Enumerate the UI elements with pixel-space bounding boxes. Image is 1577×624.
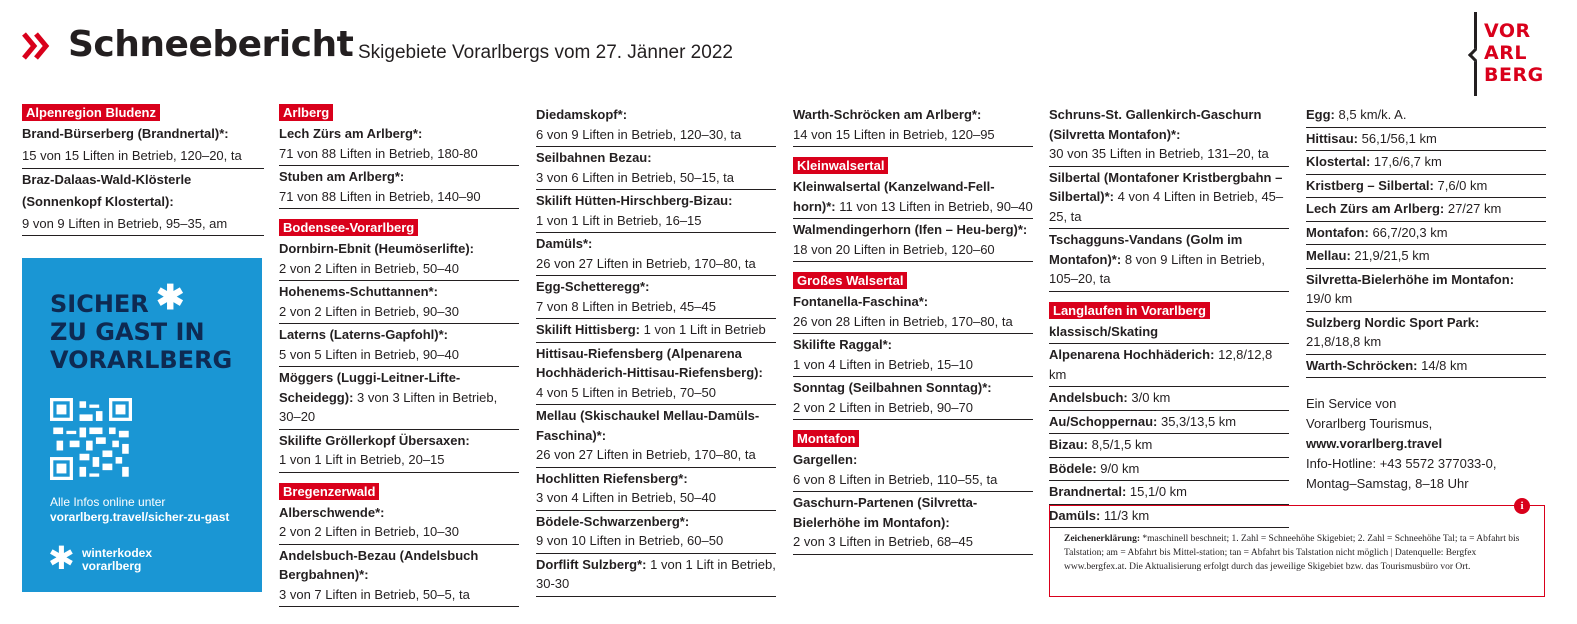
info-icon: i [1514, 498, 1530, 514]
trail-detail: 66,7/20,3 km [1372, 224, 1448, 240]
trail-detail: 3/0 km [1131, 390, 1171, 405]
resort-detail: 26 von 27 Liften in Betrieb, 170–80, ta [536, 447, 756, 462]
resort-name: Mellau (Skischaukel Mellau-Damüls-Faschina)*: [536, 408, 760, 443]
resort-detail: 1 von 1 Lift in Betrieb, 16–15 [536, 212, 702, 228]
resort-entry [536, 468, 776, 511]
trail-name: Alpenarena Hochhäderich: [1049, 347, 1215, 362]
trail-name: Brandnertal: [1049, 484, 1127, 499]
resort-entry [536, 511, 776, 554]
trail-detail: 35,3/13,5 km [1160, 413, 1237, 429]
trail-entry [1049, 481, 1289, 505]
section-grosses-walsertal [793, 272, 1033, 420]
resort-detail: 1 von 1 Lift in Betrieb, 30-30 [536, 556, 776, 591]
section-tag: Arlberg [279, 104, 333, 121]
resort-detail: 9 von 9 Liften in Betrieb, 95–35, am [22, 215, 228, 231]
promo-box-sicher-zu-gast [22, 258, 262, 592]
resort-detail: 15 von 15 Liften in Betrieb, 120–20, ta [22, 148, 242, 163]
resort-name: Dorflift Sulzberg*: [536, 556, 647, 572]
resort-detail: 2 von 2 Liften in Betrieb, 50–40 [279, 260, 459, 276]
trail-name: Andelsbuch: [1049, 390, 1128, 405]
resort-entry [793, 291, 1033, 334]
resort-detail: 3 von 6 Liften in Betrieb, 50–15, ta [536, 169, 735, 185]
resort-detail: 2 von 2 Liften in Betrieb, 90–30 [279, 303, 459, 319]
trail-detail: 14/8 km [1421, 357, 1468, 373]
logo-text [1484, 20, 1544, 86]
resort-detail: 3 von 3 Liften in Betrieb, 30–20 [279, 389, 498, 424]
resort-detail: 7 von 8 Liften in Betrieb, 45–45 [536, 298, 716, 314]
resort-entry [22, 213, 264, 237]
trail-name: Mellau: [1306, 248, 1351, 263]
resort-name: Fontanella-Faschina*: [793, 294, 929, 309]
trail-detail: 8,5/1,5 km [1091, 437, 1153, 452]
trail-name: Damüls: [1049, 507, 1101, 523]
resort-detail: 2 von 2 Liften in Betrieb, 90–70 [793, 399, 973, 415]
resort-name: Gargellen: [793, 452, 858, 467]
section-langlaufen [1049, 302, 1289, 529]
resort-name: Diedamskopf*: [536, 107, 628, 122]
resort-detail: 3 von 7 Liften in Betrieb, 50–5, ta [279, 586, 470, 602]
resort-name: Andelsbuch-Bezau (Andelsbuch Bergbahnen)*: [279, 547, 479, 582]
resort-entry [793, 492, 1033, 555]
resort-name: Hochlitten Riefensberg*: [536, 470, 688, 486]
trail-entry [1306, 104, 1546, 128]
trail-entry [1306, 312, 1546, 355]
service-hotline: Info-Hotline: +43 5572 377033-0, [1306, 456, 1497, 471]
trail-name: Sulzberg Nordic Sport Park: [1306, 314, 1480, 330]
resort-name: Skilift Hittisberg: [536, 322, 641, 337]
resort-name: Stuben am Arlberg*: [279, 169, 405, 184]
resort-name: Seilbahnen Bezau: [536, 150, 652, 165]
resort-entry [1049, 104, 1289, 167]
section-kleinwalsertal [793, 157, 1033, 262]
resort-detail: 3 von 4 Liften in Betrieb, 50–40 [536, 490, 716, 505]
resort-entry [536, 104, 776, 147]
trail-detail: 12,8/12,8 km [1049, 347, 1273, 382]
trail-entry [1049, 411, 1289, 435]
resort-detail: 2 von 2 Liften in Betrieb, 10–30 [279, 524, 459, 539]
trail-name: Au/Schoppernau: [1049, 413, 1158, 429]
resort-entry [22, 145, 264, 169]
logo-line-1: VOR [1484, 20, 1531, 42]
resort-detail: 1 von 1 Lift in Betrieb [643, 322, 766, 337]
section-tag: Großes Walsertal [793, 272, 907, 289]
trail-detail: 11/3 km [1103, 507, 1150, 523]
trail-name: Lech Zürs am Arlberg: [1306, 201, 1445, 216]
trail-entry [1049, 458, 1289, 482]
trail-entry [1049, 344, 1289, 387]
resort-entry [536, 343, 776, 406]
vorarlberg-logo [1470, 10, 1552, 98]
service-website-link[interactable]: www.vorarlberg.travel [1306, 436, 1443, 451]
logo-line-2: ARL [1484, 42, 1527, 64]
column-6 [1306, 104, 1546, 378]
winterkodex-text [82, 547, 152, 573]
column-1 [22, 104, 264, 246]
resort-name: Alberschwende*: [279, 504, 385, 520]
resort-detail: 14 von 15 Liften in Betrieb, 120–95 [793, 126, 995, 142]
resort-name: Sonntag (Seilbahnen Sonntag)*: [793, 380, 992, 395]
resort-name: Möggers (Luggi-Leitner-Lifte-Scheidegg): [279, 370, 461, 405]
resort-name: Hohenems-Schuttannen*: [279, 284, 438, 299]
resort-name: Hittisau-Riefensberg (Alpenarena Hochhäderich-Hittisau-Riefensberg): [536, 345, 763, 380]
legend-text: *maschinell beschneit; 1. Zahl = Schneehöhe Skigebiet; 2. Zahl = Schneehöhe Tal; ta = Abfahrt bis Talstation; am = Abfahrt bis Mittel-station; tan = Abfahrt bis Talstation nicht möglich | Datenquelle: Bergfex www.bergfex.at. Die Aktualisierung erfolgt durch das jeweilige Skigebiet bzw. das Tourismusbüro vor Ort. [1064, 534, 1520, 572]
section-alpenregion-bludenz [22, 104, 264, 236]
resort-entry [536, 276, 776, 319]
service-line: Ein Service von [1306, 396, 1397, 411]
legend-box [1049, 500, 1545, 597]
resort-entry [279, 367, 519, 430]
qr-code-icon[interactable] [50, 398, 132, 480]
trail-name: Bizau: [1049, 437, 1088, 452]
resort-entry [279, 545, 519, 608]
trail-name: Warth-Schröcken: [1306, 357, 1418, 373]
resort-name: Walmendingerhorn (Ifen – Heu-berg)*: [793, 222, 1028, 237]
resort-detail: 5 von 5 Liften in Betrieb, 90–40 [279, 346, 459, 362]
trail-detail: 8,5 km/k. A. [1338, 107, 1407, 122]
resort-detail: 26 von 27 Liften in Betrieb, 170–80, ta [536, 255, 756, 271]
section-montafon [793, 430, 1033, 555]
resort-name: Skilifte Gröllerkopf Übersaxen: [279, 432, 470, 448]
resort-name: Gaschurn-Partenen (Silvretta-Bielerhöhe im Montafon): [793, 495, 978, 530]
double-chevron-right-icon [22, 32, 50, 60]
trail-name: Hittisau: [1306, 130, 1358, 146]
trail-name: Bödele: [1049, 460, 1097, 476]
trail-detail: 15,1/0 km [1129, 484, 1188, 499]
resort-name: Schruns-St. Gallenkirch-Gaschurn (Silvretta Montafon)*: [1049, 107, 1262, 142]
section-tag: Alpenregion Bludenz [22, 104, 160, 121]
trail-entry [1306, 151, 1546, 175]
trail-entry [1306, 175, 1546, 199]
trail-entry [1306, 222, 1546, 246]
trail-entry [1306, 355, 1546, 379]
trail-entry [1306, 128, 1546, 152]
resort-detail: 6 von 8 Liften in Betrieb, 110–55, ta [793, 471, 998, 487]
resort-detail: 26 von 28 Liften in Betrieb, 170–80, ta [793, 313, 1013, 329]
resort-name: Warth-Schröcken am Arlberg*: [793, 107, 982, 122]
column-4 [793, 104, 1033, 565]
promo-heading-line-3: VORARLBERG [50, 346, 233, 374]
trail-name: Kristberg – Silbertal: [1306, 177, 1434, 193]
resort-name: Skilifte Raggal*: [793, 337, 892, 352]
resort-entry [536, 405, 776, 468]
section-warth [793, 104, 1033, 147]
promo-heading-line-1: SICHER [50, 290, 149, 318]
trail-name: Egg: [1306, 107, 1335, 122]
subheading-text: klassisch/Skating [1049, 323, 1159, 339]
resort-name: Silbertal (Montafoner Kristbergbahn – Silbertal)*: [1049, 169, 1283, 204]
snowflake-star-icon: ✱ [156, 279, 185, 317]
resort-detail: 71 von 88 Liften in Betrieb, 180-80 [279, 145, 478, 161]
section-tag: Bregenzerwald [279, 483, 379, 500]
winterkodex-line-2: vorarlberg [82, 559, 142, 573]
resort-entry [793, 449, 1033, 492]
trail-detail: 17,6/6,7 km [1373, 154, 1442, 169]
resort-name: Lech Zürs am Arlberg*: [279, 126, 423, 141]
service-info [1306, 394, 1496, 494]
trail-entry [1049, 434, 1289, 458]
resort-detail: 71 von 88 Liften in Betrieb, 140–90 [279, 188, 481, 204]
trail-detail: 56,1/56,1 km [1361, 130, 1437, 146]
resort-name: Egg-Schetteregg*: [536, 279, 650, 294]
resort-detail: 9 von 10 Liften in Betrieb, 60–50 [536, 533, 724, 548]
trail-detail: 27/27 km [1447, 201, 1502, 216]
resort-detail: 2 von 3 Liften in Betrieb, 68–45 [793, 534, 973, 549]
trail-name: Montafon: [1306, 224, 1369, 240]
resort-entry [279, 166, 519, 209]
resort-entry [1049, 167, 1289, 230]
resort-entry [793, 334, 1033, 377]
section-arlberg [279, 104, 519, 209]
resort-entry [793, 377, 1033, 420]
trail-entry [1306, 269, 1546, 312]
resort-entry [536, 190, 776, 233]
trail-entry [1306, 198, 1546, 222]
service-line: Vorarlberg Tourismus, [1306, 416, 1433, 431]
resort-detail: 4 von 5 Liften in Betrieb, 70–50 [536, 384, 716, 400]
trail-entry [1306, 245, 1546, 269]
resort-entry [536, 319, 776, 343]
resort-entry [279, 324, 519, 367]
page-title: Schneebericht [68, 24, 354, 65]
promo-heading-line-2: ZU GAST IN [50, 318, 205, 346]
resort-detail: 11 von 13 Liften in Betrieb, 90–40 [839, 198, 1033, 214]
legend-label: Zeichenerklärung: [1064, 534, 1140, 544]
resort-entry [1049, 229, 1289, 292]
resort-entry [536, 147, 776, 190]
section-tag: Kleinwalsertal [793, 157, 888, 174]
resort-detail: 18 von 20 Liften in Betrieb, 120–60 [793, 241, 995, 257]
resort-entry [793, 219, 1033, 262]
winterkodex-star-icon: ✱ [48, 540, 75, 576]
resort-name: Dornbirn-Ebnit (Heumöserlifte): [279, 241, 474, 256]
resort-name: Skilift Hütten-Hirschberg-Bizau: [536, 193, 733, 208]
section-tag: Bodensee-Vorarlberg [279, 219, 418, 236]
resort-detail: 1 von 4 Liften in Betrieb, 15–10 [793, 356, 973, 372]
section-tag: Montafon [793, 430, 859, 447]
resort-detail: 4 von 4 Liften in Betrieb, 45–25, ta [1049, 189, 1284, 224]
section-bodensee-vorarlberg [279, 219, 519, 473]
winterkodex-line-1: winterkodex [82, 546, 153, 560]
service-hours: Montag–Samstag, 8–18 Uhr [1306, 476, 1469, 491]
trail-detail: 21,9/21,5 km [1354, 248, 1430, 263]
trail-detail: 19/0 km [1306, 291, 1353, 306]
resort-entry [793, 176, 1033, 219]
resort-entry [279, 238, 519, 281]
resort-name: Laterns (Laterns-Gapfohl)*: [279, 327, 449, 342]
section-montafon-cont [1049, 104, 1289, 292]
resort-entry [536, 554, 776, 597]
resort-entry [793, 104, 1033, 147]
column-2 [279, 104, 519, 617]
resort-detail: 6 von 9 Liften in Betrieb, 120–30, ta [536, 126, 742, 142]
resort-name: Damüls*: [536, 236, 593, 251]
subheading [1049, 321, 1289, 345]
logo-line-3: BERG [1484, 64, 1544, 86]
promo-info-link[interactable]: vorarlberg.travel/sicher-zu-gast [50, 510, 230, 524]
resort-entry [279, 430, 519, 473]
trail-detail: 21,8/18,8 km [1306, 334, 1382, 349]
resort-entry [279, 123, 519, 166]
promo-info-text: Alle Infos online unter [50, 495, 166, 509]
section-tag: Langlaufen in Vorarlberg [1049, 302, 1210, 319]
resort-detail: 8 von 9 Liften in Betrieb, 105–20, ta [1049, 251, 1266, 286]
resort-entry [279, 502, 519, 545]
trail-detail: 9/0 km [1100, 460, 1140, 476]
trail-entry [1049, 387, 1289, 411]
resort-detail: 30 von 35 Liften in Betrieb, 131–20, ta [1049, 146, 1269, 161]
resort-entry [279, 281, 519, 324]
trail-name: Klostertal: [1306, 154, 1371, 169]
resort-entry [536, 233, 776, 276]
section-bregenzerwald [279, 483, 519, 608]
resort-name: Brand-Bürserberg (Brandnertal)*: [22, 126, 229, 141]
column-5 [1049, 104, 1289, 538]
resort-name: Bödele-Schwarzenberg*: [536, 513, 690, 529]
column-3 [536, 104, 776, 597]
trail-detail: 7,6/0 km [1437, 177, 1488, 193]
resort-name: Tschagguns-Vandans (Golm im Montafon)*: [1049, 232, 1243, 267]
page-subtitle: Skigebiete Vorarlbergs vom 27. Jänner 2022 [358, 42, 733, 63]
trail-name: Silvretta-Bielerhöhe im Montafon: [1306, 271, 1515, 287]
resort-name: Braz-Dalaas-Wald-Klösterle (Sonnenkopf Klostertal): [22, 171, 192, 209]
promo-heading [50, 290, 232, 374]
resort-detail: 1 von 1 Lift in Betrieb, 20–15 [279, 452, 445, 467]
logo-notch [1468, 48, 1482, 62]
resort-name: Kleinwalsertal (Kanzelwand-Fell-horn)*: [793, 179, 995, 214]
